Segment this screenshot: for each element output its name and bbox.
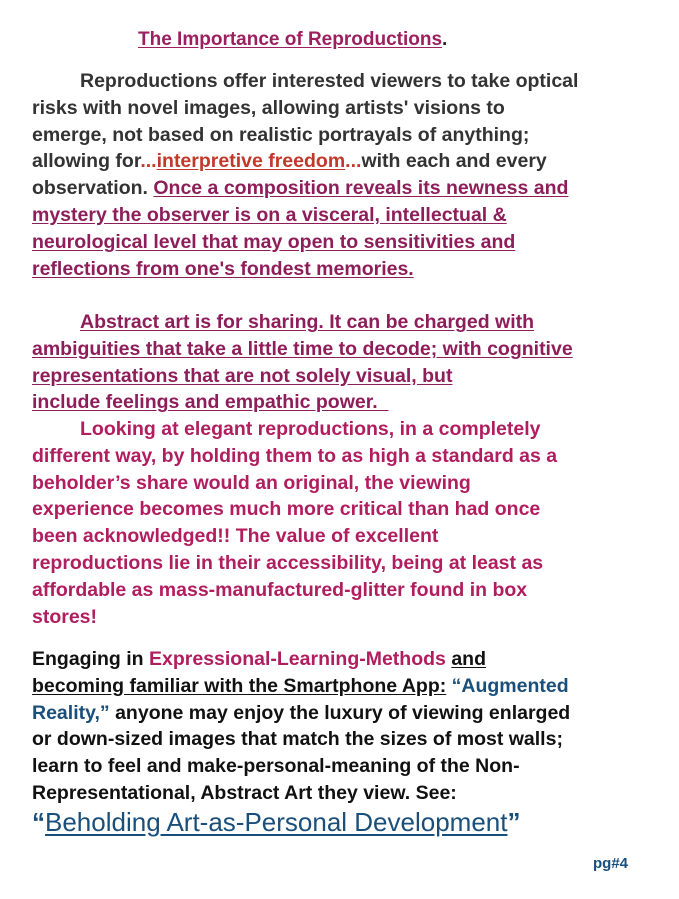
ellipsis: ...	[140, 150, 157, 173]
underlined-plum-text: Once a composition reveals its newness and	[153, 177, 569, 200]
text-line	[32, 175, 578, 202]
paragraph-reproductions	[32, 68, 578, 282]
augmented-reality-text: “Augmented	[451, 674, 569, 697]
augmented-reality-text: Reality,”	[32, 701, 110, 724]
underlined-plum-line: reflections from one's fondest memories.	[32, 257, 414, 280]
close-quote: ”	[507, 807, 521, 837]
page-title-text: The Importance of Reproductions	[138, 29, 443, 50]
underlined-plum-line: mystery the observer is on a visceral, intellectual &	[32, 203, 507, 226]
text-fragment: with each and every	[361, 150, 547, 173]
paragraph-abstract-art	[32, 309, 573, 416]
underlined-plum-line: representations that are not solely visual, but	[32, 364, 453, 387]
text-line: beholder’s share would an original, the viewing	[32, 471, 471, 494]
underlined-text: becoming familiar with the Smartphone App:	[32, 674, 447, 697]
open-quote: “	[32, 807, 45, 837]
interpretive-freedom-highlight: interpretive freedom	[156, 150, 346, 173]
text-fragment: anyone may enjoy the luxury of viewing enlarged	[109, 701, 571, 724]
text-line: been acknowledged!! The value of excellent	[32, 525, 439, 548]
text-line	[32, 148, 578, 175]
text-line: Representational, Abstract Art they view. See:	[32, 781, 457, 804]
paragraph-elegant-reproductions	[32, 416, 557, 630]
text-fragment: Engaging in	[32, 648, 149, 670]
link-line	[32, 805, 520, 839]
text-line: reproductions lie in their accessibility, being at least as	[32, 551, 544, 574]
text-fragment: allowing for	[32, 150, 141, 173]
page-number: pg#4	[593, 855, 629, 872]
text-fragment: observation.	[32, 177, 154, 200]
text-line: learn to feel and make-personal-meaning of the Non-	[32, 755, 520, 778]
text-line: emerge, not based on realistic portrayals of anything;	[32, 123, 530, 146]
underlined-plum-line: include feelings and empathic power.	[32, 391, 389, 414]
underlined-plum-line: Abstract art is for sharing. It can be charged with	[80, 311, 535, 333]
text-line: different way, by holding them to as high a standard as a	[32, 444, 558, 467]
page-title-period: .	[442, 29, 448, 50]
text-line: affordable as mass-manufactured-glitter found in box	[32, 578, 528, 601]
underlined-plum-line: neurological level that may open to sensitivities and	[32, 230, 516, 253]
expressional-learning-methods: Expressional-Learning-Methods	[149, 648, 446, 670]
text-line	[32, 673, 570, 700]
underlined-text: and	[451, 648, 486, 670]
ellipsis: ...	[345, 150, 362, 173]
text-line	[32, 646, 570, 673]
beholding-art-link[interactable]: Beholding Art-as-Personal Development	[45, 807, 508, 837]
underlined-plum-line: ambiguities that take a little time to decode; with cognitive	[32, 337, 573, 360]
text-line	[32, 700, 570, 727]
text-line: experience becomes much more critical than had once	[32, 498, 541, 521]
paragraph-engaging	[32, 646, 570, 807]
text-line: or down-sized images that match the sizes of most walls;	[32, 728, 563, 751]
text-line: Reproductions offer interested viewers to take optical	[80, 70, 579, 92]
text-line: stores!	[32, 605, 98, 628]
page-title	[138, 27, 447, 53]
text-line: risks with novel images, allowing artists' visions to	[32, 96, 505, 119]
text-line: Looking at elegant reproductions, in a completely	[80, 418, 541, 440]
